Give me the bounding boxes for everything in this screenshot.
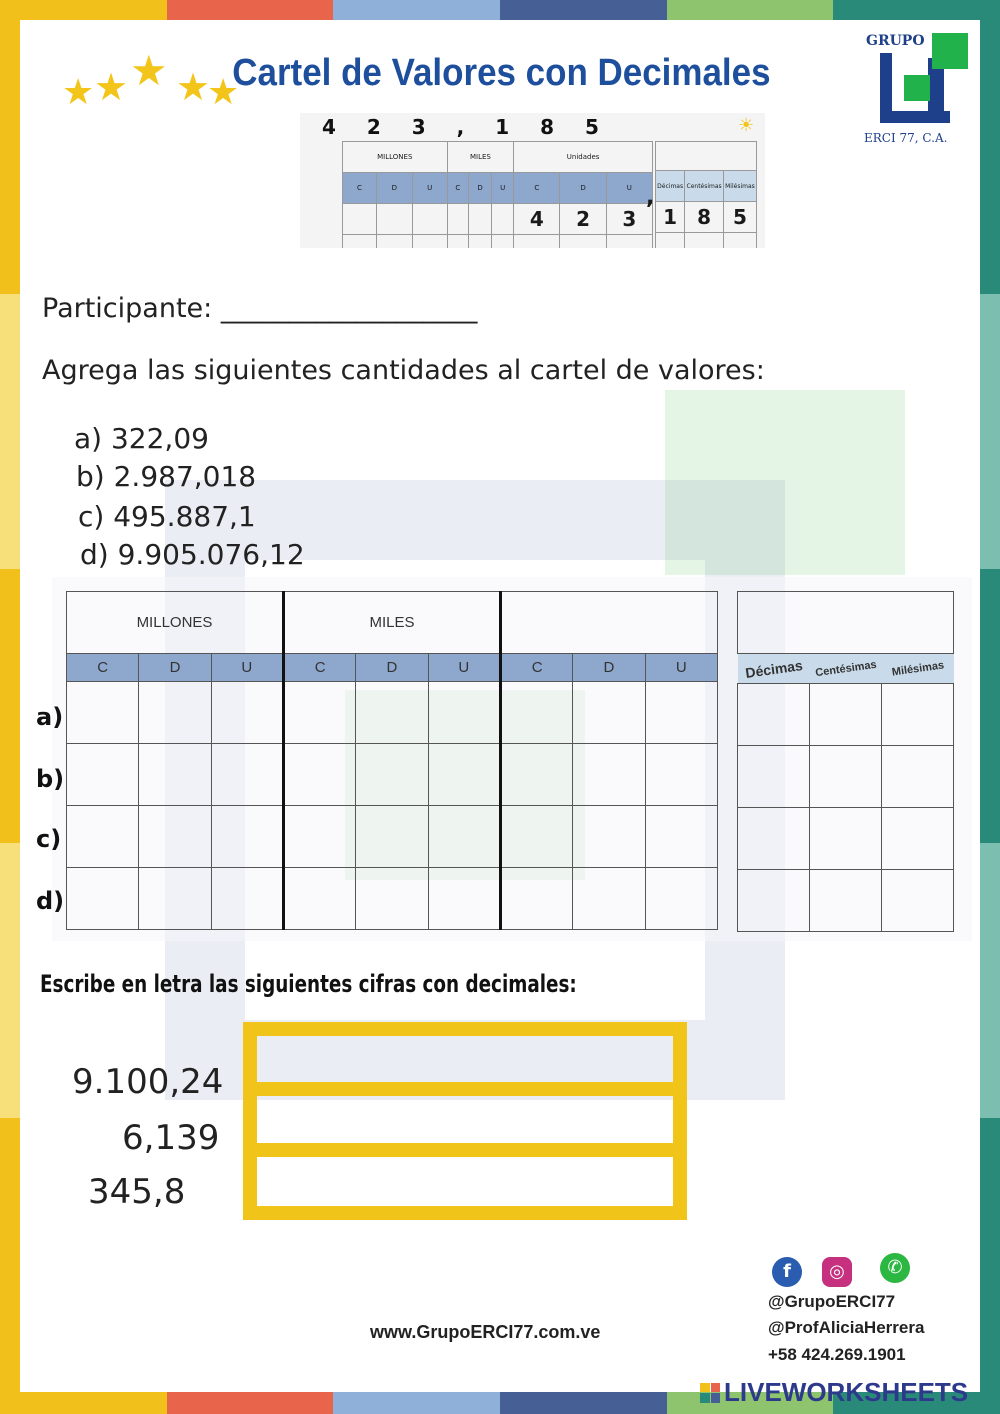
number-3: 345,8 <box>88 1172 186 1212</box>
list-item-a: a) 322,09 <box>74 422 209 455</box>
row-label-b: b) <box>36 765 65 793</box>
list-item-d: d) 9.905.076,12 <box>80 538 305 571</box>
instagram-icon[interactable]: ◎ <box>822 1257 852 1287</box>
top-color-stripe <box>0 0 1000 20</box>
liveworksheets-logo: LIVEWORKSHEETS <box>700 1377 968 1408</box>
list-item-b: b) 2.987,018 <box>76 460 257 493</box>
row-label-c: c) <box>36 825 62 853</box>
number-1: 9.100,24 <box>72 1062 224 1102</box>
page-title: Cartel de Valores con Decimales <box>232 52 771 94</box>
watermark-logo-square <box>665 390 905 575</box>
participant-line: Participante: ___________________ <box>42 293 478 324</box>
answer-field-2[interactable] <box>257 1096 673 1143</box>
answer-box-divider-1 <box>243 1082 687 1096</box>
facebook-icon[interactable]: f <box>772 1257 802 1287</box>
whatsapp-icon[interactable]: ✆ <box>880 1253 910 1283</box>
number-2: 6,139 <box>122 1118 220 1158</box>
list-item-c: c) 495.887,1 <box>78 500 256 533</box>
answer-box-divider-2 <box>243 1143 687 1157</box>
answer-field-3[interactable] <box>257 1157 673 1206</box>
place-value-grid: MILLONES MILES C D U C D U C D U <box>66 591 718 930</box>
write-section-title: Escribe en letra las siguientes cifras con decimales: <box>40 970 577 998</box>
social-handle-1: @GrupoERCI77 <box>768 1292 896 1311</box>
row-label-a: a) <box>36 703 64 731</box>
right-color-stripe <box>980 20 1000 1392</box>
answer-field-1[interactable] <box>257 1036 673 1082</box>
company-logo: GRUPO ERCI 77, C.A. <box>866 33 970 145</box>
phone-number: +58 424.269.1901 <box>768 1345 906 1364</box>
stars-decoration: ★ ★ ★ ★ ★ <box>62 46 240 113</box>
left-color-stripe <box>0 20 20 1392</box>
website-link[interactable]: www.GrupoERCI77.com.ve <box>370 1322 601 1342</box>
instruction-text: Agrega las siguientes cantidades al cartel de valores: <box>42 355 765 386</box>
decimal-grid: Décimas Centésimas Milésimas <box>737 591 954 932</box>
row-label-d: d) <box>36 887 65 915</box>
sample-place-value-chart: 4 2 3 , 1 8 5 ☀ MILLONES MILES Unidades C D U C D U C D U 4 2 3 , Décimas Centésimas Milésimas 1 8 5 <box>300 113 765 248</box>
social-handle-2: @ProfAliciaHerrera <box>768 1318 925 1337</box>
